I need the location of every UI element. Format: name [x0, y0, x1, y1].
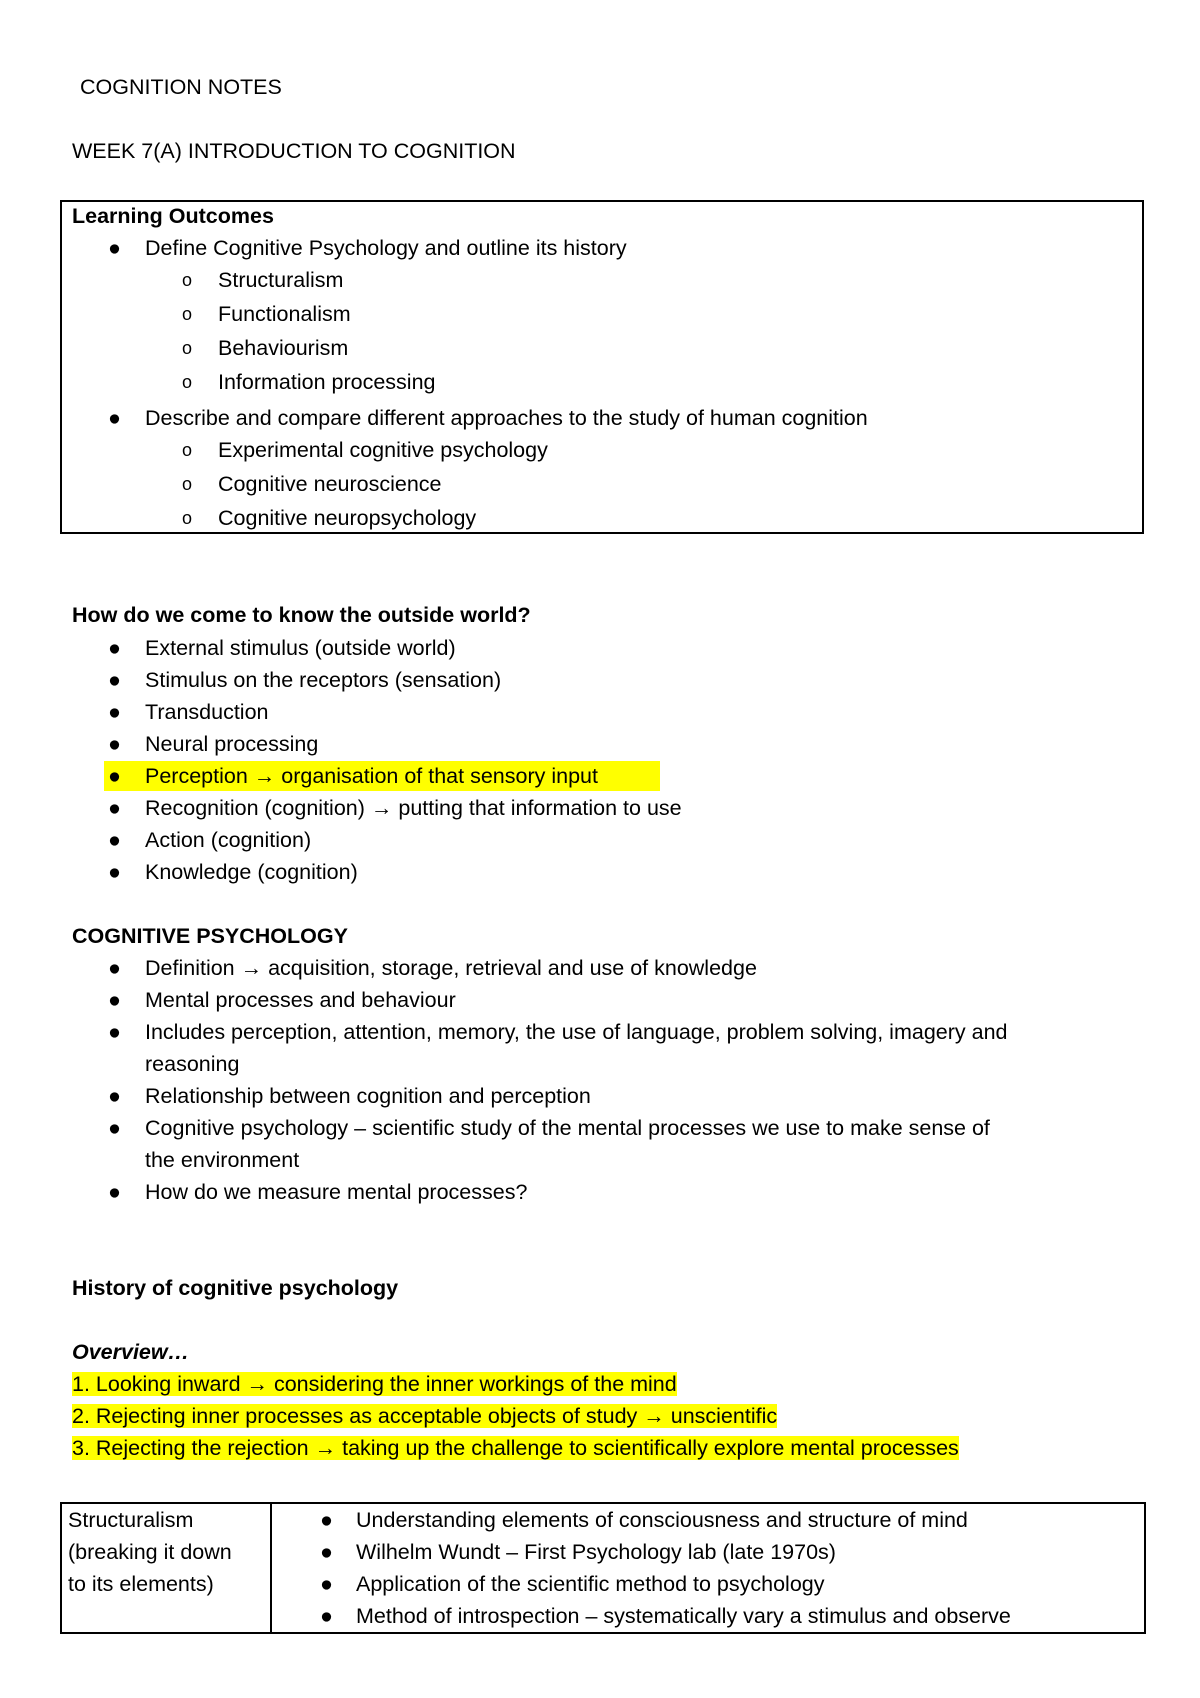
- history-step-desc: considering the inner workings of the mind: [268, 1372, 677, 1396]
- list-item: [0, 984, 1200, 1016]
- table-point: [278, 1504, 1138, 1536]
- sub-list-item-text: Information processing: [218, 370, 436, 394]
- arrow-icon: →: [370, 796, 393, 820]
- list-item-text: Relationship between cognition and perception: [145, 1084, 591, 1108]
- sub-list-item: [0, 298, 1200, 330]
- bullet-icon: ●: [320, 1572, 333, 1596]
- sub-list-item-text: Cognitive neuropsychology: [218, 506, 477, 530]
- bullet-icon: ●: [108, 406, 121, 430]
- list-item: [0, 856, 1200, 888]
- sub-bullet-icon: o: [182, 474, 193, 494]
- arrow-icon: →: [253, 764, 276, 788]
- list-item: [0, 1080, 1200, 1112]
- sub-list-item: [0, 264, 1200, 296]
- arrow-icon: →: [643, 1404, 665, 1428]
- history-step-desc: taking up the challenge to scientifically explore mental processes: [336, 1436, 959, 1460]
- list-item: [0, 1112, 1200, 1144]
- bullet-icon: ●: [320, 1508, 333, 1532]
- history-step-text: [72, 1404, 777, 1428]
- list-item-text: Define Cognitive Psychology and outline its history: [145, 236, 627, 260]
- list-item: [0, 632, 1200, 664]
- section-heading: COGNITIVE PSYCHOLOGY: [72, 924, 348, 948]
- history-step: [72, 1432, 959, 1464]
- table-label-line: Structuralism: [68, 1508, 194, 1532]
- overview-label: Overview…: [72, 1340, 190, 1364]
- list-item-text: the environment: [145, 1148, 300, 1172]
- section-heading: History of cognitive psychology: [72, 1276, 399, 1300]
- sub-list-item: [0, 434, 1200, 466]
- list-item-text: Mental processes and behaviour: [145, 988, 456, 1012]
- sub-bullet-icon: o: [182, 270, 193, 290]
- table-label-line: to its elements): [68, 1572, 214, 1596]
- list-item-highlighted: [0, 760, 1200, 792]
- table-point: [278, 1568, 1138, 1600]
- sub-list-item-text: Cognitive neuroscience: [218, 472, 442, 496]
- sub-list-item: [0, 332, 1200, 364]
- sub-list-item: [0, 468, 1200, 500]
- sub-list-item-text: Experimental cognitive psychology: [218, 438, 548, 462]
- table-point-text: Wilhelm Wundt – First Psychology lab (late 1970s): [356, 1540, 836, 1564]
- bullet-icon: ●: [108, 956, 121, 980]
- history-step: [72, 1400, 777, 1432]
- list-item-continuation: [0, 1048, 1200, 1080]
- list-item: [0, 664, 1200, 696]
- table-point: [278, 1536, 1138, 1568]
- sub-list-item-text: Structuralism: [218, 268, 344, 292]
- history-step-term: 1. Looking inward: [72, 1372, 247, 1396]
- history-step-desc: unscientific: [664, 1404, 778, 1428]
- list-item-desc: putting that information to use: [392, 796, 682, 820]
- arrow-icon: →: [240, 956, 263, 980]
- list-item-text: External stimulus (outside world): [145, 636, 456, 660]
- history-table: [60, 1502, 1146, 1634]
- bullet-icon: ●: [108, 796, 121, 820]
- sub-bullet-icon: o: [182, 372, 193, 392]
- table-row: [61, 1503, 1145, 1633]
- list-item-text: How do we measure mental processes?: [145, 1180, 528, 1204]
- table-point-list: [278, 1504, 1138, 1632]
- table-point: [278, 1600, 1138, 1632]
- bullet-icon: ●: [320, 1540, 333, 1564]
- bullet-icon: ●: [108, 1084, 121, 1108]
- bullet-icon: ●: [108, 668, 121, 692]
- sub-bullet-icon: o: [182, 338, 193, 358]
- arrow-icon: →: [314, 1436, 337, 1460]
- list-item-text: Describe and compare different approaches to the study of human cognition: [145, 406, 868, 430]
- document-subtitle: WEEK 7(A) INTRODUCTION TO COGNITION: [72, 139, 516, 163]
- bullet-icon: ●: [320, 1604, 333, 1628]
- list-item-text: Includes perception, attention, memory, the use of language, problem solving, imagery and: [145, 1020, 1008, 1044]
- sub-list-item: [0, 366, 1200, 398]
- learning-outcomes-heading: Learning Outcomes: [72, 204, 274, 228]
- bullet-icon: ●: [108, 700, 121, 724]
- history-step-term: 3. Rejecting the rejection: [72, 1436, 315, 1460]
- history-step-term: 2. Rejecting inner processes as acceptable objects of study: [72, 1404, 644, 1428]
- table-point-text: Method of introspection – systematically vary a stimulus and observe: [356, 1604, 1011, 1628]
- arrow-icon: →: [246, 1372, 268, 1396]
- bullet-icon: ●: [108, 1116, 121, 1140]
- list-item-text: [145, 760, 598, 792]
- bullet-icon: ●: [108, 860, 121, 884]
- list-item-text: [145, 952, 757, 984]
- list-item-term: Perception: [145, 764, 254, 788]
- list-item: [0, 824, 1200, 856]
- sub-bullet-icon: o: [182, 508, 193, 528]
- bullet-icon: ●: [108, 1020, 121, 1044]
- list-item-text: Neural processing: [145, 732, 319, 756]
- list-item-text: Action (cognition): [145, 828, 312, 852]
- list-item: [0, 1176, 1200, 1208]
- list-item: [0, 402, 1200, 434]
- list-item: [0, 952, 1200, 984]
- bullet-icon: ●: [108, 732, 121, 756]
- sub-list-item-text: Behaviourism: [218, 336, 349, 360]
- list-item-text: Transduction: [145, 700, 269, 724]
- bullet-icon: ●: [108, 236, 121, 260]
- sub-bullet-icon: o: [182, 304, 193, 324]
- document-title: COGNITION NOTES: [80, 75, 282, 99]
- list-item-text: Knowledge (cognition): [145, 860, 358, 884]
- sub-list-item-text: Functionalism: [218, 302, 351, 326]
- list-item-continuation: [0, 1144, 1200, 1176]
- list-item: [0, 792, 1200, 824]
- list-item-term: Definition: [145, 956, 241, 980]
- list-item-term: Recognition (cognition): [145, 796, 371, 820]
- sub-bullet-icon: o: [182, 440, 193, 460]
- bullet-icon: ●: [108, 988, 121, 1012]
- table-cell-label: [61, 1503, 271, 1633]
- list-item-text: Stimulus on the receptors (sensation): [145, 668, 502, 692]
- list-item: [0, 728, 1200, 760]
- history-step-text: [72, 1372, 677, 1396]
- list-item-text: reasoning: [145, 1052, 240, 1076]
- list-item-text: [145, 792, 682, 824]
- table-label-line: (breaking it down: [68, 1540, 232, 1564]
- list-item-text: Cognitive psychology – scientific study of the mental processes we use to make sense of: [145, 1116, 990, 1140]
- bullet-icon: ●: [108, 828, 121, 852]
- section-heading: How do we come to know the outside world?: [72, 603, 531, 627]
- history-step-text: [72, 1436, 959, 1460]
- bullet-icon: ●: [108, 636, 121, 660]
- table-point-text: Understanding elements of consciousness and structure of mind: [356, 1508, 968, 1532]
- list-item: [0, 232, 1200, 264]
- table-point-text: Application of the scientific method to psychology: [356, 1572, 825, 1596]
- bullet-icon: ●: [108, 764, 121, 788]
- list-item: [0, 1016, 1200, 1048]
- history-step: [72, 1368, 677, 1400]
- table-cell-points: [271, 1503, 1145, 1633]
- bullet-icon: ●: [108, 1180, 121, 1204]
- list-item-desc: organisation of that sensory input: [275, 764, 598, 788]
- list-item: [0, 696, 1200, 728]
- sub-list-item: [0, 502, 1200, 534]
- list-item-desc: acquisition, storage, retrieval and use of knowledge: [262, 956, 757, 980]
